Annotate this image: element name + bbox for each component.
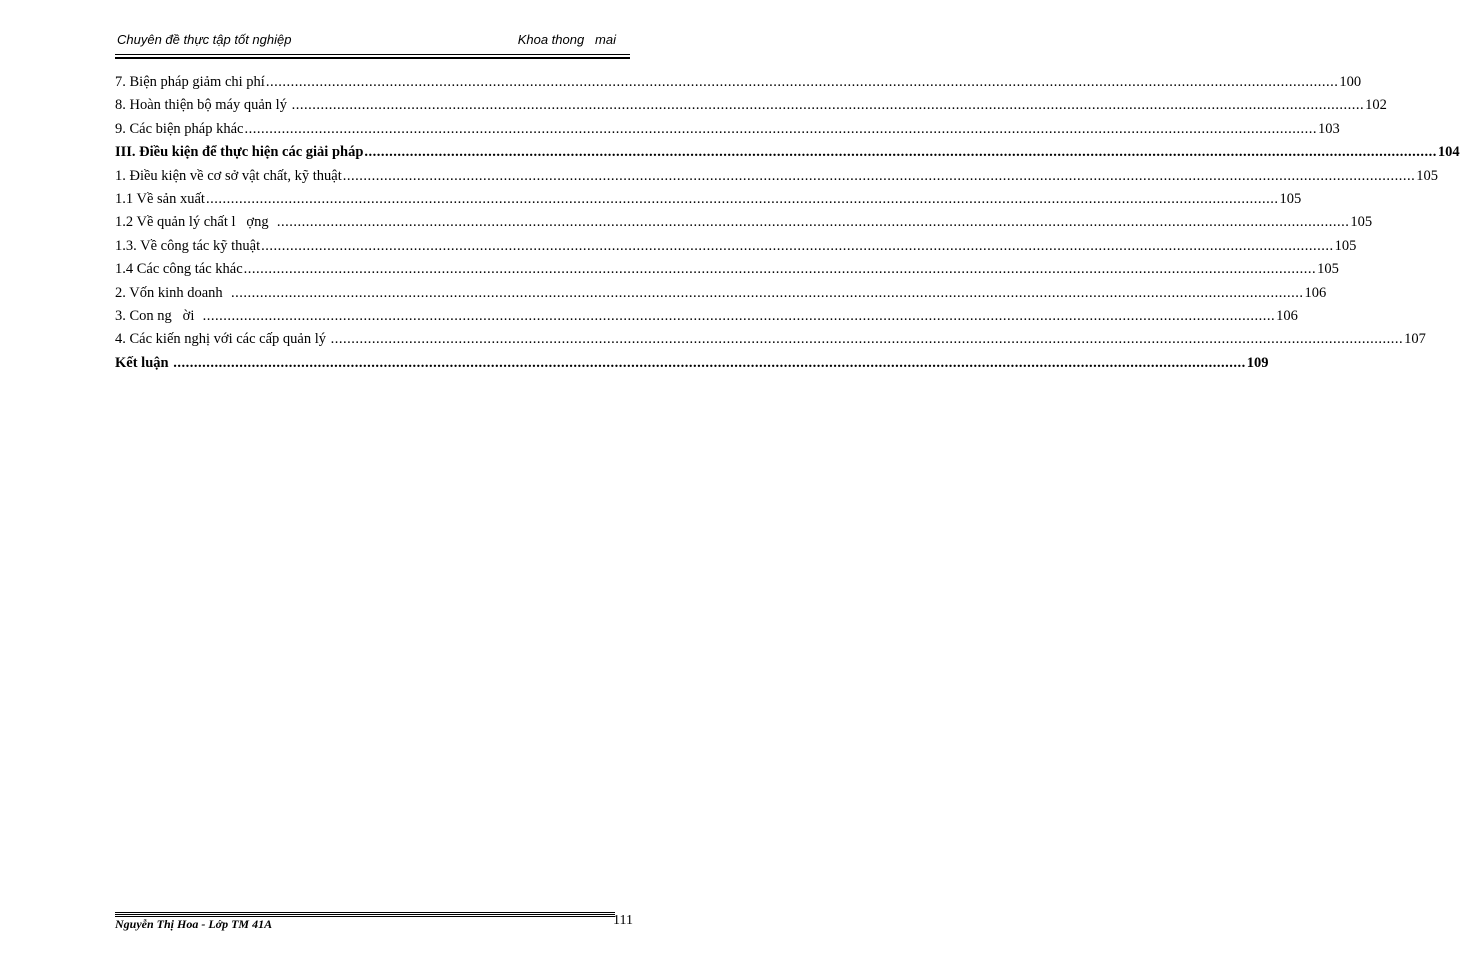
- header-faculty: Khoa thong mai: [517, 32, 616, 47]
- toc-entry: [115, 352, 1269, 375]
- toc-entry-title: 8. Hoàn thiện bộ máy quản lý: [115, 97, 291, 114]
- toc-entry-title: 2. Vốn kinh doanh: [115, 284, 230, 301]
- toc-entry: [115, 165, 1438, 188]
- toc-entry-page: 106: [1304, 284, 1327, 301]
- toc-dot-leader: ....................................................................................................................................................................................................................................................................: [342, 167, 1416, 184]
- toc-entry: [115, 305, 1298, 328]
- toc-entry: [115, 188, 1302, 211]
- toc-dot-leader: ....................................................................................................................................................................................................................................................................: [244, 120, 1317, 137]
- toc-entry-page: 107: [1404, 331, 1426, 348]
- toc-dot-leader: ....................................................................................................................................................................................................................................................................: [364, 144, 1437, 161]
- toc-dot-leader: ....................................................................................................................................................................................................................................................................: [291, 97, 1365, 114]
- toc-entry-page: 102: [1365, 97, 1387, 114]
- toc-entry-title: 1.1 Về sản xuất: [115, 190, 205, 207]
- toc-entry-page: 105: [1416, 167, 1438, 184]
- toc-entry: [115, 235, 1357, 258]
- table-of-contents: [115, 71, 1460, 375]
- toc-entry: [115, 328, 1426, 351]
- toc-entry-title: Kết luận: [115, 354, 173, 371]
- toc-dot-leader: ....................................................................................................................................................................................................................................................................: [330, 331, 1404, 348]
- toc-dot-leader: ....................................................................................................................................................................................................................................................................: [205, 190, 1279, 207]
- toc-entry-page: 105: [1350, 214, 1373, 231]
- toc-entry: [115, 118, 1340, 141]
- header-rule-thin: [115, 54, 630, 55]
- toc-dot-leader: ....................................................................................................................................................................................................................................................................: [261, 237, 1334, 254]
- toc-entry: [115, 211, 1373, 234]
- toc-entry-title: 9. Các biện pháp khác: [115, 120, 244, 137]
- toc-dot-leader: ....................................................................................................................................................................................................................................................................: [230, 284, 1304, 301]
- toc-entry-page: 109: [1246, 354, 1269, 371]
- toc-entry-title: 1.2 Về quản lý chất l ợng: [115, 214, 276, 231]
- footer-rule: [115, 912, 615, 913]
- toc-dot-leader: ....................................................................................................................................................................................................................................................................: [265, 74, 1339, 90]
- toc-entry: [115, 71, 1362, 94]
- toc-dot-leader: ....................................................................................................................................................................................................................................................................: [173, 354, 1246, 371]
- toc-entry-page: 104: [1437, 144, 1460, 161]
- toc-entry-page: 106: [1276, 307, 1298, 324]
- toc-entry: [115, 141, 1460, 164]
- toc-entry-page: 103: [1317, 120, 1340, 137]
- toc-entry-page: 105: [1279, 190, 1302, 207]
- toc-dot-leader: ....................................................................................................................................................................................................................................................................: [202, 307, 1276, 324]
- page-header: [115, 32, 630, 54]
- toc-entry-title: III. Điều kiện để thực hiện các giải pháp: [115, 144, 364, 161]
- header-document-title: Chuyên đề thực tập tốt nghiệp: [117, 32, 292, 47]
- header-rule-thick: [115, 57, 630, 59]
- toc-entry-title: 1. Điều kiện về cơ sở vật chất, kỹ thuật: [115, 167, 342, 184]
- toc-entry: [115, 282, 1327, 305]
- toc-dot-leader: ....................................................................................................................................................................................................................................................................: [243, 261, 1317, 278]
- toc-entry: [115, 94, 1387, 117]
- toc-entry-title: 1.4 Các công tác khác: [115, 261, 243, 278]
- footer-author: Nguyễn Thị Hoa - Lớp TM 41A: [115, 917, 273, 931]
- toc-entry-title: 4. Các kiến nghị với các cấp quản lý: [115, 331, 330, 348]
- toc-entry: [115, 258, 1339, 281]
- toc-entry-title: 3. Con ng ời: [115, 307, 202, 324]
- toc-entry-title: 7. Biện pháp giảm chi phí: [115, 74, 265, 90]
- toc-entry-page: 105: [1317, 261, 1339, 278]
- footer-page-number: 111: [613, 913, 633, 928]
- toc-entry-title: 1.3. Về công tác kỹ thuật: [115, 237, 261, 254]
- toc-entry-page: 100: [1339, 74, 1362, 90]
- toc-entry-page: 105: [1334, 237, 1357, 254]
- toc-dot-leader: ....................................................................................................................................................................................................................................................................: [276, 214, 1350, 231]
- footer-rule: [115, 914, 615, 915]
